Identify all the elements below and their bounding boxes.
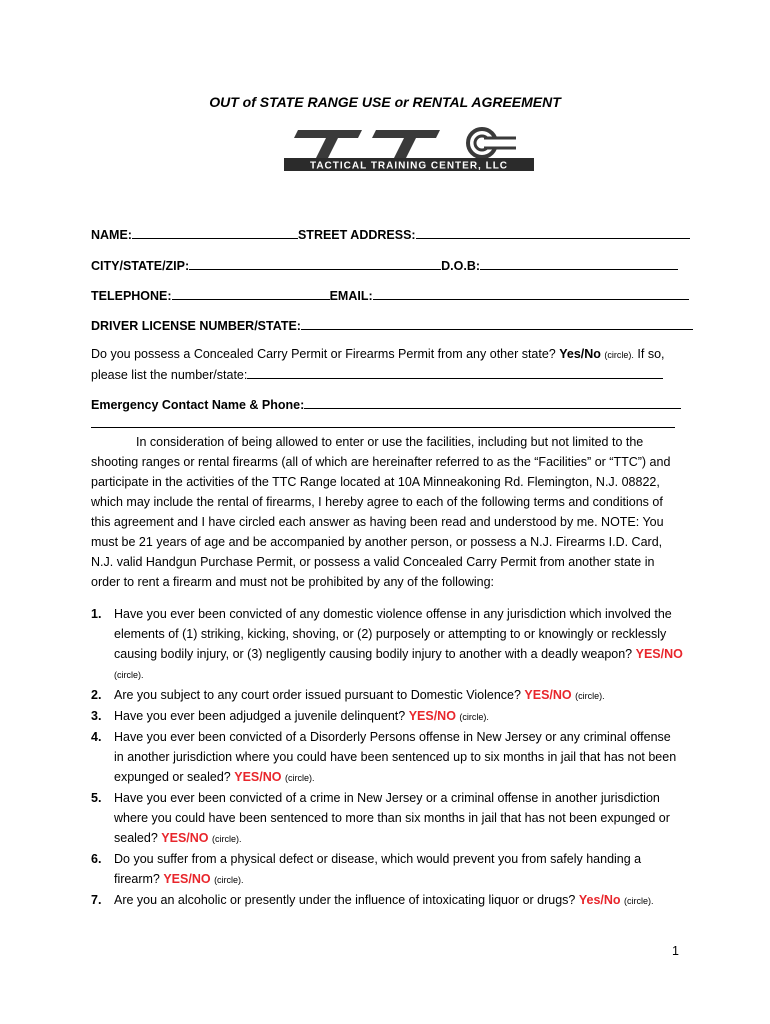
permit-number-field[interactable]: [247, 366, 663, 379]
question-number: 4.: [91, 730, 102, 744]
telephone-label: TELEPHONE:: [91, 289, 172, 303]
question-text: Have you ever been adjudged a juvenile delinquent?: [114, 709, 406, 723]
name-street-row: [91, 226, 690, 242]
emergency-contact-field-2[interactable]: [91, 415, 675, 428]
question-circle-note: (circle).: [214, 875, 244, 885]
telephone-email-row: [91, 287, 689, 303]
question-text: Are you an alcoholic or presently under the influence of intoxicating liquor or drugs?: [114, 893, 576, 907]
question-answer[interactable]: YES/NO: [234, 770, 282, 784]
question-number: 5.: [91, 791, 102, 805]
logo-text: TACTICAL TRAINING CENTER, LLC: [309, 160, 509, 172]
question-answer[interactable]: YES/NO: [161, 831, 209, 845]
dob-field[interactable]: [480, 257, 678, 270]
question-item: [91, 849, 683, 890]
question-item: [91, 685, 683, 706]
questions-list: [91, 604, 683, 911]
consideration-paragraph: [91, 432, 683, 592]
city-label: CITY/STATE/ZIP:: [91, 259, 190, 273]
question-text: Have you ever been convicted of a crime in New Jersey or a criminal offense in another jurisdiction where you could have been sentenced to more than six months in jail that has not been expunged or sealed?: [114, 791, 670, 845]
question-item: [91, 890, 683, 911]
question-circle-note: (circle).: [114, 670, 144, 680]
emergency-continuation-row: [91, 415, 675, 431]
question-number: 6.: [91, 852, 102, 866]
emergency-contact-field[interactable]: [304, 396, 681, 409]
question-answer[interactable]: YES/NO: [635, 647, 683, 661]
street-address-field[interactable]: [416, 226, 690, 239]
question-number: 1.: [91, 607, 102, 621]
question-text: Have you ever been convicted of any domestic violence offense in any jurisdiction which involved the elements of (1) striking, kicking, shoving, or (2) purposely or attempting to or knowingly or recklessly causing bodily injury, or (3) negligently causing bodily injury to another with a deadly weapon?: [114, 607, 672, 661]
question-circle-note: (circle).: [575, 691, 605, 701]
emergency-label: Emergency Contact Name & Phone:: [91, 398, 305, 412]
question-answer[interactable]: Yes/No: [578, 893, 621, 907]
email-field[interactable]: [373, 287, 689, 300]
driver-license-field[interactable]: [301, 317, 693, 330]
dob-label: D.O.B:: [441, 259, 481, 273]
question-text: Do you suffer from a physical defect or disease, which would prevent you from safely handing a firearm?: [114, 852, 642, 886]
question-answer[interactable]: YES/NO: [408, 709, 456, 723]
question-item: [91, 788, 683, 849]
telephone-field[interactable]: [172, 287, 330, 300]
question-number: 7.: [91, 893, 102, 907]
question-number: 2.: [91, 688, 102, 702]
email-label: EMAIL:: [329, 289, 373, 303]
name-field[interactable]: [132, 226, 298, 239]
question-text: Have you ever been convicted of a Disorderly Persons offense in New Jersey or any criminal offense in another jurisdiction where you could have been sentenced up to six months in jail that has not been expunged or sealed?: [114, 730, 677, 784]
city-dob-row: [91, 257, 678, 273]
permit-answer[interactable]: Yes/No: [559, 347, 601, 361]
street-label: STREET ADDRESS:: [297, 228, 416, 242]
license-row: [91, 317, 693, 333]
consideration-text: In consideration of being allowed to enter or use the facilities, including but not limited to the shooting ranges or rental firearms (all of which are hereinafter referred to as the “Facilities” or “TTC”) and participate in the activities of the TTC Range located at 10A Minneakoning Rd. Flemington, N.J. 08822, which may include the rental of firearms, I hereby agree to each of the following terms and conditions of this agreement and I have circled each answer as having been read and understood by me. NOTE: You must be 21 years of age and be accompanied by another person, or possess a N.J. Firearms I.D. Card, N.J. valid Handgun Purchase Permit, or possess a valid Concealed Carry Permit from another state in order to rent a firearm and must not be prohibited by any of the following:: [91, 435, 671, 589]
permit-followup: If so,: [637, 347, 665, 361]
license-label: DRIVER LICENSE NUMBER/STATE:: [91, 319, 301, 333]
name-label: NAME:: [91, 228, 132, 242]
question-item: [91, 727, 683, 788]
city-state-zip-field[interactable]: [189, 257, 441, 270]
question-answer[interactable]: YES/NO: [163, 872, 211, 886]
question-item: [91, 706, 683, 727]
permit-circle-note: (circle).: [604, 350, 634, 360]
document-title: OUT of STATE RANGE USE or RENTAL AGREEMENT: [209, 94, 561, 110]
question-number: 3.: [91, 709, 102, 723]
permit-question-row: [91, 347, 665, 361]
permit-question: Do you possess a Concealed Carry Permit or Firearms Permit from any other state?: [91, 347, 556, 361]
page-number: 1: [672, 944, 679, 958]
question-item: [91, 604, 683, 685]
question-circle-note: (circle).: [212, 834, 242, 844]
permit-list-label: please list the number/state:: [91, 368, 248, 382]
permit-list-row: [91, 366, 663, 382]
question-circle-note: (circle).: [284, 773, 315, 783]
emergency-row: [91, 396, 681, 412]
question-answer[interactable]: YES/NO: [524, 688, 572, 702]
question-circle-note: (circle).: [624, 896, 654, 906]
question-text: Are you subject to any court order issued pursuant to Domestic Violence?: [114, 688, 521, 702]
ttc-logo: [284, 124, 534, 172]
question-circle-note: (circle).: [459, 712, 489, 722]
